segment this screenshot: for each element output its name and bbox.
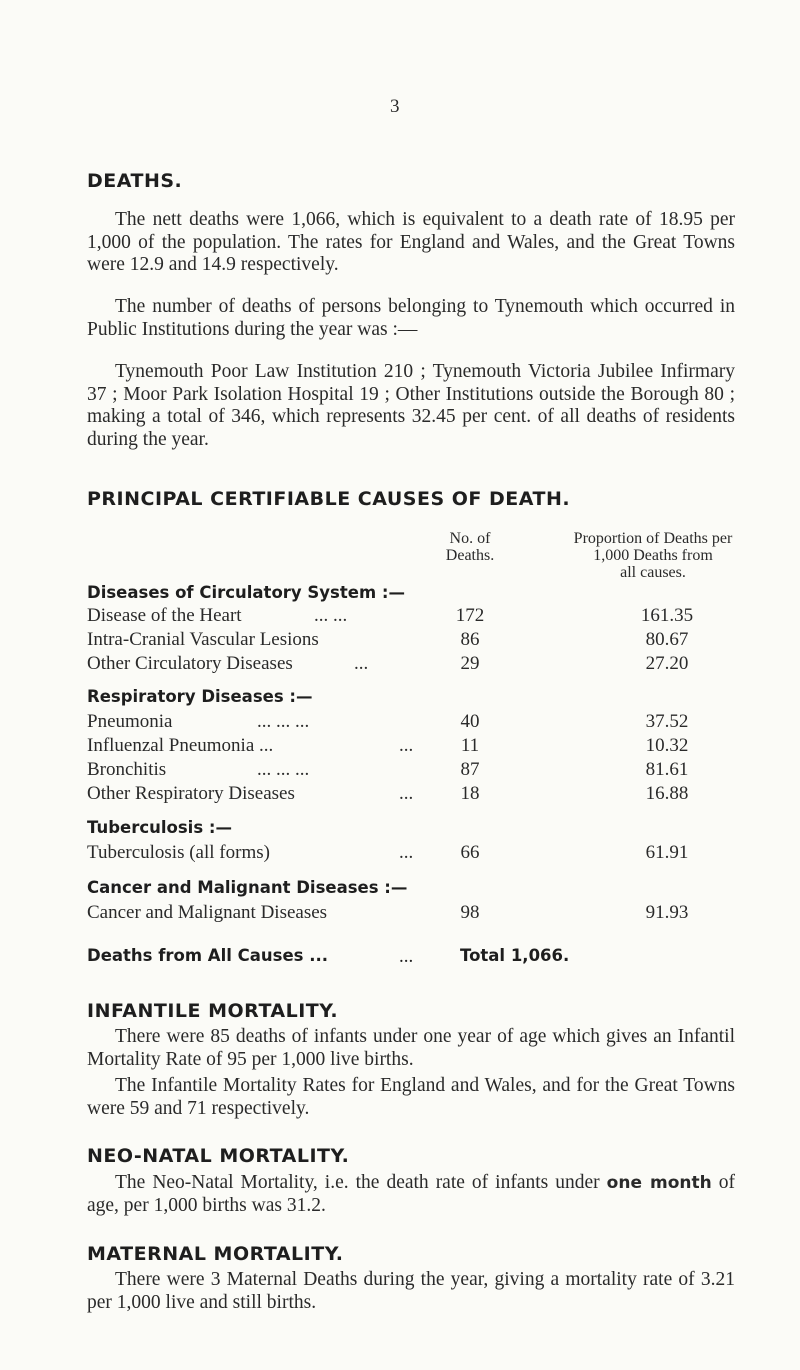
page-number: 3	[390, 96, 400, 117]
row-leader-dots: ...	[354, 653, 369, 674]
table-row	[87, 842, 727, 864]
neonatal-text-end: of age, per 1,000 births was 31.2.	[87, 1172, 735, 1216]
table-row	[87, 759, 727, 781]
row-deaths: 98	[460, 902, 480, 923]
maternal-heading: MATERNAL MORTALITY.	[87, 1243, 344, 1265]
column-header-proportion-line3: all causes.	[620, 564, 686, 581]
row-proportion: 161.35	[640, 605, 694, 626]
row-label: Intra-Cranial Vascular Lesions	[87, 629, 319, 650]
row-leader-dots: ... ...	[314, 605, 348, 626]
infantile-paragraph-1: There were 85 deaths of infants under one year of age which gives an Infantil Mortality Rate of 95 per 1,000 live births.	[87, 1026, 735, 1070]
row-label: Influenzal Pneumonia ...	[87, 735, 274, 756]
infantile-paragraph-2: The Infantile Mortality Rates for England and Wales, and for the Great Towns were 59 and 71 respectively.	[87, 1075, 735, 1119]
deaths-paragraph-1: The nett deaths were 1,066, which is equivalent to a death rate of 18.95 per 1,000 of the population. The rates for England and Wales, and the Great Towns were 12.9 and 14.9 respectively.	[87, 209, 735, 275]
neonatal-text-start: The Neo-Natal Mortality, i.e. the death rate of infants under	[115, 1172, 600, 1193]
row-proportion: 37.52	[645, 711, 689, 732]
all-causes-total: Total 1,066.	[460, 946, 570, 965]
column-header-proportion	[543, 530, 763, 581]
infantile-heading: INFANTILE MORTALITY.	[87, 1000, 339, 1022]
row-proportion: 80.67	[645, 629, 689, 650]
group-title-cancer: Cancer and Malignant Diseases :—	[87, 878, 408, 897]
group-title-tuberculosis: Tuberculosis :—	[87, 818, 232, 837]
maternal-paragraph: There were 3 Maternal Deaths during the year, giving a mortality rate of 3.21 per 1,000 live and still births.	[87, 1269, 735, 1313]
row-label: Other Circulatory Diseases	[87, 653, 293, 674]
neonatal-paragraph	[87, 1172, 735, 1217]
table-row	[87, 629, 727, 651]
all-causes-row	[87, 946, 727, 968]
row-deaths: 87	[460, 759, 480, 780]
causes-heading: PRINCIPAL CERTIFIABLE CAUSES OF DEATH.	[87, 488, 571, 510]
table-row	[87, 783, 727, 805]
deaths-paragraph-3: Tynemouth Poor Law Institution 210 ; Tynemouth Victoria Jubilee Infirmary 37 ; Moor Park Isolation Hospital 19 ; Other Institutions outside the Borough 80 ; making a total of 346, which represents 32.45 per cent. of all deaths of residents during the year.	[87, 361, 735, 450]
deaths-heading: DEATHS.	[87, 170, 183, 192]
neonatal-text-bold: one month	[606, 1173, 712, 1193]
row-proportion: 61.91	[645, 842, 689, 863]
all-causes-label: Deaths from All Causes ...	[87, 946, 329, 965]
row-leader-dots: ...	[399, 842, 414, 863]
row-label: Disease of the Heart	[87, 605, 242, 626]
row-label: Cancer and Malignant Diseases	[87, 902, 328, 923]
row-deaths: 66	[460, 842, 480, 863]
neonatal-heading: NEO-NATAL MORTALITY.	[87, 1145, 350, 1167]
column-header-deaths-line2: Deaths.	[445, 547, 495, 564]
column-header-deaths-line1: No. of	[449, 530, 491, 547]
group-title-respiratory: Respiratory Diseases :—	[87, 687, 313, 706]
table-row	[87, 605, 727, 627]
row-proportion: 16.88	[645, 783, 689, 804]
row-deaths: 29	[460, 653, 480, 674]
row-leader-dots: ... ... ...	[257, 759, 310, 780]
deaths-paragraph-2: The number of deaths of persons belonging to Tynemouth which occurred in Public Institutions during the year was :—	[87, 296, 735, 340]
row-label: Other Respiratory Diseases	[87, 783, 295, 804]
group-title-circulatory: Diseases of Circulatory System :—	[87, 583, 405, 602]
column-header-deaths	[420, 530, 520, 564]
row-deaths: 86	[460, 629, 480, 650]
table-row	[87, 902, 727, 924]
column-header-proportion-line1: Proportion of Deaths per	[573, 530, 733, 547]
row-label: Pneumonia	[87, 711, 173, 732]
row-leader-dots: ...	[399, 735, 414, 756]
row-leader-dots: ...	[399, 783, 414, 804]
column-header-proportion-line2: 1,000 Deaths from	[593, 547, 713, 564]
row-deaths: 11	[460, 735, 480, 756]
row-proportion: 27.20	[645, 653, 689, 674]
row-deaths: 172	[455, 605, 485, 626]
row-label: Bronchitis	[87, 759, 167, 780]
row-deaths: 18	[460, 783, 480, 804]
all-causes-dots: ...	[399, 946, 414, 967]
row-deaths: 40	[460, 711, 480, 732]
table-row	[87, 735, 727, 757]
row-leader-dots: ... ... ...	[257, 711, 310, 732]
table-row	[87, 653, 727, 675]
row-proportion: 81.61	[645, 759, 689, 780]
row-proportion: 10.32	[645, 735, 689, 756]
table-row	[87, 711, 727, 733]
row-proportion: 91.93	[645, 902, 689, 923]
row-label: Tuberculosis (all forms)	[87, 842, 270, 863]
